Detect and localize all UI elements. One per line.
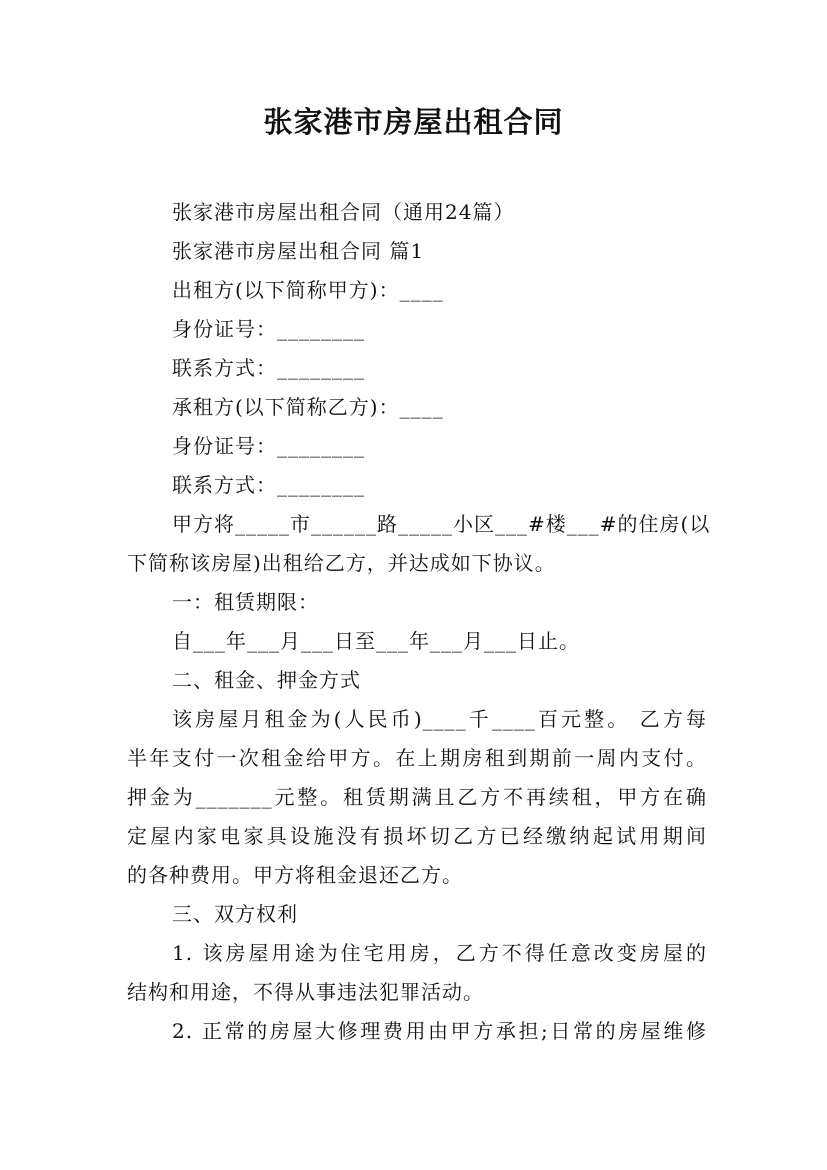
lease-period-line: 自___年___月___日至___年___月___日止。 xyxy=(172,629,580,653)
paragraph-line: 定屋内家电家具设施没有损坏切乙方已经缴纳起试用期间 xyxy=(127,824,707,848)
lessor-id-line: 身份证号：________ xyxy=(172,317,365,341)
lessee-id-line: 身份证号：________ xyxy=(172,434,365,458)
paragraph-line: 该房屋月租金为(人民币)____千____百元整。 乙方每 xyxy=(172,707,707,731)
document-title: 张家港市房屋出租合同 xyxy=(263,105,564,139)
subtitle-line: 张家港市房屋出租合同（通用24篇） xyxy=(172,200,515,224)
lessee-contact-line: 联系方式：________ xyxy=(172,473,365,497)
paragraph-line: 押金为_______元整。租赁期满且乙方不再续租，甲方在确 xyxy=(127,785,707,809)
clause-heading: 三、双方权利 xyxy=(172,902,298,926)
clause-heading: 一：租赁期限： xyxy=(172,590,319,614)
lessee-line: 承租方(以下简称乙方)：____ xyxy=(172,395,444,419)
paragraph-line: 下简称该房屋)出租给乙方，并达成如下协议。 xyxy=(127,551,556,575)
paragraph-line: 半年支付一次租金给甲方。在上期房租到期前一周内支付。 xyxy=(127,746,707,770)
document-body xyxy=(127,193,711,1051)
lessor-line: 出租方(以下简称甲方)：____ xyxy=(172,278,444,302)
clause-heading: 二、租金、押金方式 xyxy=(172,668,361,692)
paragraph-line: 甲方将_____市______路_____小区___#楼___#的住房(以 xyxy=(172,512,711,536)
paragraph-line: 结构和用途，不得从事违法犯罪活动。 xyxy=(127,980,484,1004)
paragraph-line: 1. 该房屋用途为住宅用房，乙方不得任意改变房屋的 xyxy=(172,941,707,965)
section-heading: 张家港市房屋出租合同 篇1 xyxy=(172,239,425,263)
paragraph-line: 2. 正常的房屋大修理费用由甲方承担;日常的房屋维修 xyxy=(172,1019,707,1043)
lessor-contact-line: 联系方式：________ xyxy=(172,356,365,380)
paragraph-line: 的各种费用。甲方将租金退还乙方。 xyxy=(127,863,463,887)
